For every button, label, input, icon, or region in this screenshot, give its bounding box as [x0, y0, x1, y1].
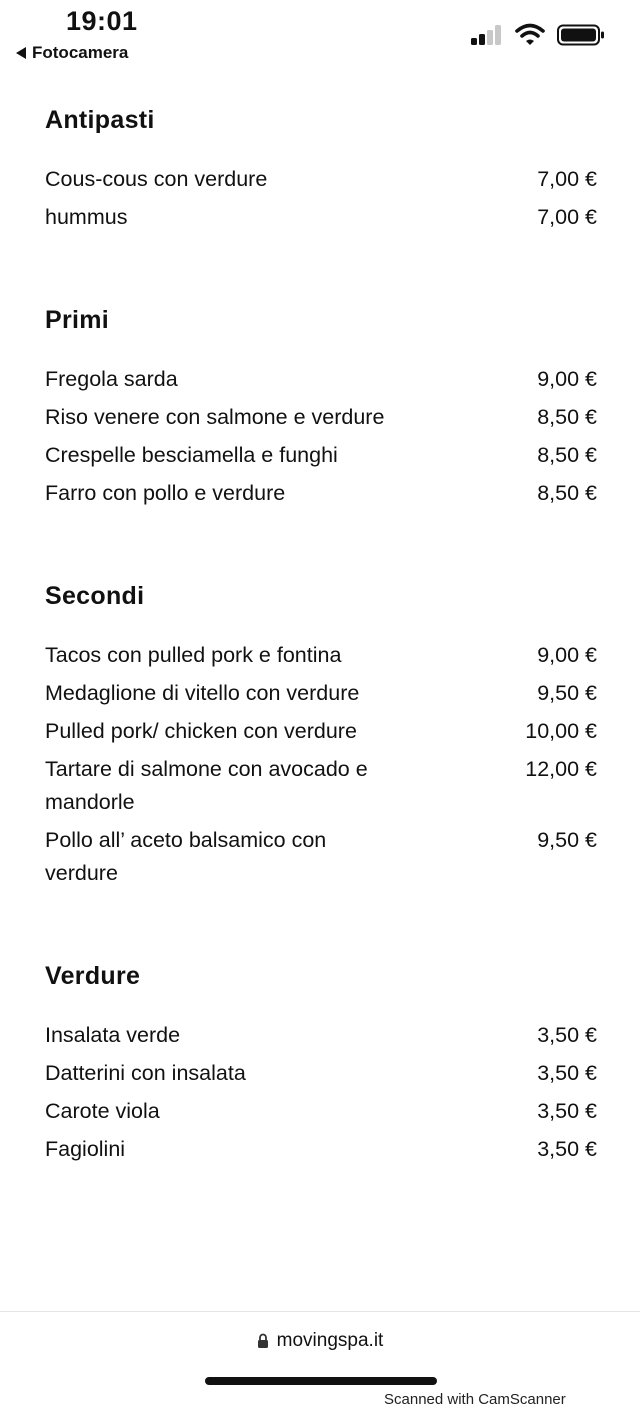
- menu-item: [45, 477, 597, 510]
- back-to-app-label: Fotocamera: [32, 43, 129, 62]
- item-name: Datterini con insalata: [45, 1061, 246, 1085]
- menu-item: [45, 1095, 597, 1128]
- menu-item: [45, 715, 597, 748]
- menu-item: [45, 401, 597, 434]
- section-primi: [45, 300, 597, 510]
- battery-icon: [557, 24, 605, 46]
- back-to-app-button[interactable]: [16, 43, 128, 63]
- back-arrow-icon: [16, 47, 26, 59]
- lock-icon: [257, 1333, 269, 1349]
- menu-item: [45, 439, 597, 472]
- section-antipasti: [45, 100, 597, 234]
- item-name: Tartare di salmone con avocado e mandorle: [45, 757, 368, 814]
- item-price: 8,50 €: [537, 481, 597, 505]
- item-price: 9,50 €: [537, 681, 597, 705]
- item-name: Tacos con pulled pork e fontina: [45, 643, 342, 667]
- signal-icon: [470, 24, 504, 46]
- address-bar[interactable]: [0, 1330, 640, 1352]
- scanner-watermark: Scanned with CamScanner: [384, 1391, 566, 1408]
- section-title: Antipasti: [45, 106, 155, 134]
- menu-item: [45, 1057, 597, 1090]
- item-price: 8,50 €: [537, 405, 597, 429]
- item-name: Carote viola: [45, 1099, 160, 1123]
- home-indicator[interactable]: [205, 1377, 437, 1385]
- menu-item: [45, 163, 597, 196]
- menu-item: [45, 639, 597, 672]
- item-name: Farro con pollo e verdure: [45, 481, 286, 505]
- item-price: 9,00 €: [537, 367, 597, 391]
- item-name: Medaglione di vitello con verdure: [45, 681, 360, 705]
- menu-item: [45, 753, 597, 819]
- section-title: Verdure: [45, 962, 141, 990]
- menu: [45, 100, 597, 1232]
- item-name: Fregola sarda: [45, 367, 178, 391]
- menu-item: [45, 201, 597, 234]
- item-name: Insalata verde: [45, 1023, 181, 1047]
- item-name: Pulled pork/ chicken con verdure: [45, 719, 357, 743]
- menu-item: [45, 824, 597, 890]
- item-price: 7,00 €: [537, 167, 597, 191]
- menu-item: [45, 363, 597, 396]
- item-price: 3,50 €: [537, 1099, 597, 1123]
- item-name: Fagiolini: [45, 1137, 126, 1161]
- item-price: 3,50 €: [537, 1137, 597, 1161]
- menu-item: [45, 1133, 597, 1166]
- item-price: 9,00 €: [537, 643, 597, 667]
- url-text: movingspa.it: [276, 1330, 384, 1351]
- section-secondi: [45, 576, 597, 890]
- item-price: 3,50 €: [537, 1023, 597, 1047]
- status-time: 19:01: [66, 6, 138, 36]
- item-name: Crespelle besciamella e funghi: [45, 443, 338, 467]
- menu-item: [45, 1019, 597, 1052]
- item-price: 8,50 €: [537, 443, 597, 467]
- item-price: 9,50 €: [537, 828, 597, 852]
- item-name: Pollo all’ aceto balsamico con verdure: [45, 828, 327, 885]
- item-price: 10,00 €: [525, 719, 597, 743]
- item-name: hummus: [45, 205, 128, 229]
- wifi-icon: [515, 22, 545, 46]
- item-name: Cous-cous con verdure: [45, 167, 268, 191]
- toolbar-divider: [0, 1311, 640, 1312]
- menu-item: [45, 677, 597, 710]
- item-price: 12,00 €: [525, 757, 597, 781]
- section-verdure: [45, 956, 597, 1166]
- item-price: 3,50 €: [537, 1061, 597, 1085]
- section-title: Secondi: [45, 582, 145, 610]
- item-name: Riso venere con salmone e verdure: [45, 405, 385, 429]
- section-title: Primi: [45, 306, 110, 334]
- item-price: 7,00 €: [537, 205, 597, 229]
